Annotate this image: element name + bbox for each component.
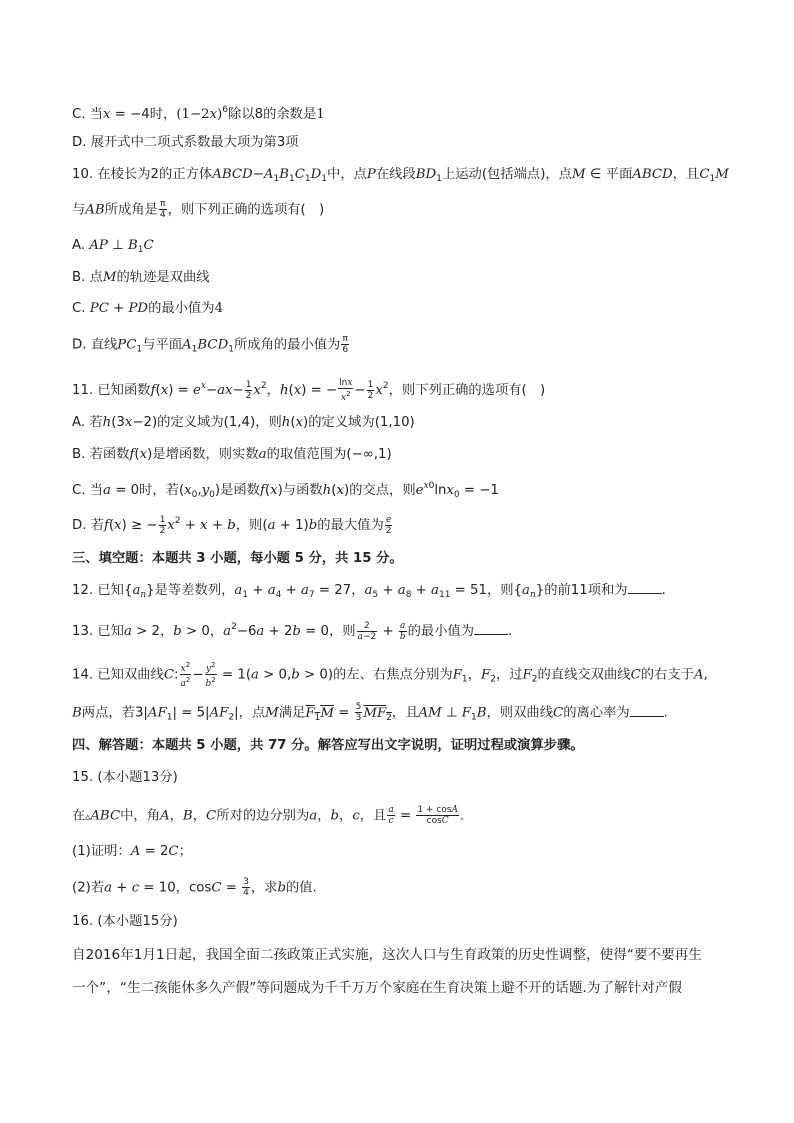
q16-heading: 16. (本小题15分) <box>72 914 178 929</box>
q9-option-c: C. 当x = −4时，$(1-2x)^6$除以8的余数是1 <box>72 105 325 122</box>
q15-stem: 在▵ABC中，角A，B，C所对的边分别为a，b，c，且 $\frac{a}{c}$ = $\frac{1 + \cos A}{\cos C}$ . <box>72 805 465 826</box>
q14-line2: B两点，若$3|AF_1| = 5|AF_2|$，点M满足$F_1M$ = $\frac{5}{3}$ $MF_2$，且AM ⊥ $F_1B$，则双曲线C的离心率为 . <box>72 702 668 723</box>
answer-blank[interactable] <box>630 704 664 717</box>
q16-paragraph-line2: 一个”，“生二孩能休多久产假”等问题成为千千万万个家庭在生育决策上避不开的话题.为了解针对产假 <box>72 980 682 996</box>
q10-option-a: A. AP ⊥ $B_1C$ <box>72 238 154 255</box>
q15-part1: (1)证明：A = 2C； <box>72 844 192 859</box>
q9-option-d: D. 展开式中二项式系数最大项为第3项 <box>72 135 299 150</box>
q10-stem-line2: 与AB所成角是 $\frac{\pi}{4}$ ，则下列正确的选项有( ) <box>72 199 325 220</box>
q12: 12. 已知$\{a_n\}$是等差数列，$a_1 + a_4 + a_7 = 27$，$a_5 + a_8 + a_{11} = 51$，则$\{a_n\}$的前11项和为 . <box>72 583 666 600</box>
q10-option-b: B. 点M的轨迹是双曲线 <box>72 270 210 285</box>
q15-part2: (2)若a + c = 10，cosC = $\frac{3}{4}$ ，求b的值. <box>72 877 317 898</box>
answer-blank[interactable] <box>474 622 508 635</box>
q11-option-c: C. 当a = 0时，若$(x_0,y_0)$是函数f(x)与函数h(x)的交点，则$e^{x0}\ln x_0 = -1$ <box>72 481 499 500</box>
q13: 13. 已知a > 2，b > 0，$a^2-6a + 2b = 0$，则 $\frac{2}{a-2}$ + $\frac{a}{b}$ 的最小值为 . <box>72 620 513 642</box>
q14-line1: 14. 已知双曲线C: $\frac{x^2}{a^2}$ − $\frac{y^2}{b^2}$ = 1(a > 0,b > 0)的左、右焦点分别为$F_1$，$F_2$，过$F_2$的直线交双曲线C的右支于A, <box>72 661 708 689</box>
answer-blank[interactable] <box>628 581 662 594</box>
q15-heading: 15. (本小题13分) <box>72 770 178 785</box>
q16-paragraph-line1: 自2016年1月1日起，我国全面二孩政策正式实施，这次人口与生育政策的历史性调整，使得“要不要再生 <box>72 947 702 963</box>
q10-option-c: C. PC + PD的最小值为4 <box>72 301 224 316</box>
q11-option-b: B. 若函数f(x)是增函数，则实数a的取值范围为(−∞,1) <box>72 447 392 462</box>
section-solution-heading: 四、解答题：本题共 5 小题，共 77 分。解答应写出文字说明，证明过程或演算步骤。 <box>72 738 584 753</box>
q10-option-d: D. 直线$PC_1$与平面$A_1BCD_1$所成角的最小值为 $\frac{\pi}{6}$ <box>72 334 349 355</box>
q11-option-d: D. 若f(x) ≥ − $\frac{1}{2}$ $x^2 + x + b$，则(a + 1)b的最大值为 $\frac{e}{2}$ <box>72 514 392 536</box>
q11-option-a: A. 若h(3x−2)的定义域为(1,4)，则h(x)的定义域为(1,10) <box>72 415 415 430</box>
q10-stem-line1: 10. 在棱长为2的正方体$ABCD-A_1B_1C_1D_1$中，点P在线段$BD_1$上运动(包括端点)，点M ∈ 平面ABCD，且$C_1M$ <box>72 167 729 184</box>
q11-stem: 11. 已知函数$f(x) = e^x-ax-$ $\frac{1}{2}$ $x^2$，h(x) = − $\frac{\ln x}{x^2}$ − $\frac{1}{2}$ $x^2$，则下列正确的选项有( ) <box>72 377 546 403</box>
section-fill-blank-heading: 三、填空题：本题共 3 小题，每小题 5 分，共 15 分。 <box>72 551 403 566</box>
